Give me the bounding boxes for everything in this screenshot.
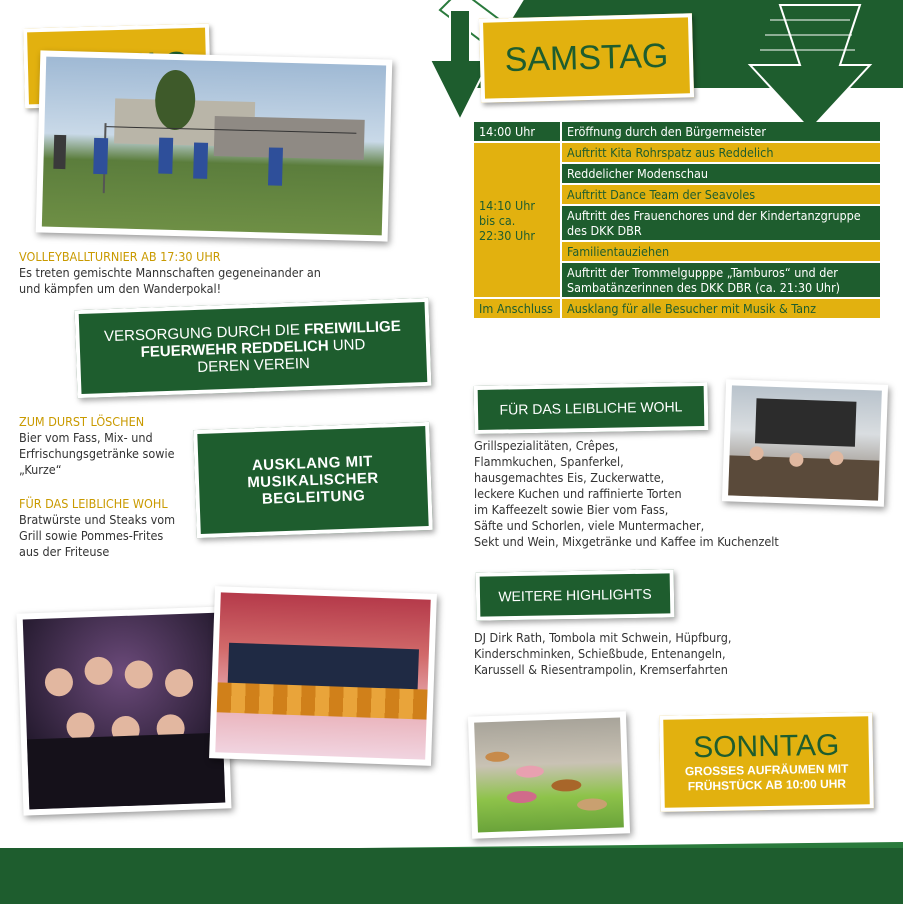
sunday-line: GROSSES AUFRÄUMEN MIT	[684, 761, 849, 779]
thirst-heading: ZUM DURST LÖSCHEN	[19, 414, 145, 429]
schedule-time: Im Anschluss	[474, 299, 560, 318]
schedule-event: Ausklang für alle Besucher mit Musik & Tanz	[562, 299, 880, 318]
saturday-food-line: Flammkuchen, Spanferkel,	[474, 454, 624, 469]
saturday-food-line: Säfte und Schorlen, viele Muntermacher,	[474, 518, 705, 533]
cake-table-photo	[468, 711, 630, 838]
bottom-green-band	[0, 848, 903, 904]
saturday-food-line: im Kaffeezelt sowie Bier vom Fass,	[474, 502, 669, 517]
friday-food-line: Bratwürste und Steaks vom	[19, 512, 176, 527]
friday-food-line: Grill sowie Pommes-Frites	[19, 528, 164, 543]
saturday-food-line: Grillspezialitäten, Crêpes,	[474, 438, 619, 453]
supply-text: UND	[328, 335, 366, 354]
saturday-food-heading: FÜR DAS LEIBLICHE WOHL	[499, 398, 683, 418]
music-line: AUSKLANG MIT	[251, 452, 374, 474]
highlights-info	[474, 630, 804, 678]
highlights-line: Kinderschminken, Schießbude, Entenangeln,	[474, 646, 726, 661]
schedule-event: Auftritt Kita Rohrspatz aus Reddelich	[562, 143, 880, 162]
schedule-time: 14:00 Uhr	[474, 122, 560, 141]
saturday-title: SAMSTAG	[504, 36, 669, 79]
highlights-heading: WEITERE HIGHLIGHTS	[498, 585, 652, 605]
sunday-box	[659, 712, 874, 812]
sunday-title: SONNTAG	[692, 728, 840, 765]
supply-text: VERSORGUNG DURCH DIE	[103, 320, 305, 345]
dance-group-photo	[209, 586, 437, 766]
thirst-line: Erfrischungsgetränke sowie	[19, 446, 175, 461]
volleyball-photo	[36, 50, 393, 241]
thirst-line: „Kurze“	[19, 462, 62, 477]
saturday-schedule	[472, 120, 882, 320]
volleyball-text-line: und kämpfen um den Wanderpokal!	[19, 281, 222, 296]
schedule-event: Eröffnung durch den Bürgermeister	[562, 122, 880, 141]
schedule-event: Familientauziehen	[562, 242, 880, 261]
saturday-food-line: leckere Kuchen und raffinierte Torten	[474, 486, 682, 501]
sunday-line: FRÜHSTÜCK AB 10:00 UHR	[687, 776, 847, 794]
schedule-event: Reddelicher Modenschau	[562, 164, 880, 183]
schedule-row	[474, 143, 880, 162]
schedule-time-line: 14:10 Uhr	[479, 197, 535, 213]
friday-food-info	[19, 496, 199, 560]
music-box	[193, 422, 433, 538]
saturday-food-heading-box	[474, 382, 709, 434]
saturday-food-info	[474, 438, 804, 550]
schedule-time-line: bis ca.	[479, 212, 516, 228]
saturday-food-line: Sekt und Wein, Mixgetränke und Kaffee im Kuchenzelt	[474, 534, 779, 549]
friday-food-line: aus der Friteuse	[19, 544, 110, 559]
friday-food-heading: FÜR DAS LEIBLICHE WOHL	[19, 496, 168, 511]
schedule-row	[474, 122, 880, 141]
saturday-title-tag	[479, 13, 694, 103]
schedule-time	[474, 143, 560, 297]
schedule-event: Auftritt der Trommelgupppe „Tamburos“ und der Sambatänzerinnen des DKK DBR (ca. 21:30 Uhr)	[562, 263, 880, 297]
highlights-line: DJ Dirk Rath, Tombola mit Schwein, Hüpfburg,	[474, 630, 732, 645]
schedule-row	[474, 299, 880, 318]
volleyball-heading: VOLLEYBALLTURNIER AB 17:30 UHR	[19, 249, 221, 264]
thirst-line: Bier vom Fass, Mix- und	[19, 430, 153, 445]
supply-text: DEREN VEREIN	[197, 354, 311, 376]
volleyball-text-line: Es treten gemischte Mannschaften gegeneinander an	[19, 265, 321, 280]
schedule-event: Auftritt des Frauenchores und der Kindertanzgruppe des DKK DBR	[562, 206, 880, 240]
music-line: MUSIKALISCHER	[246, 469, 380, 491]
schedule-event: Auftritt Dance Team der Seavoles	[562, 185, 880, 204]
highlights-heading-box	[476, 569, 675, 620]
schedule-time-line: 22:30 Uhr	[479, 227, 535, 243]
supply-bold: FREIWILLIGE	[303, 317, 401, 338]
saturday-food-line: hausgemachtes Eis, Zuckerwatte,	[474, 470, 665, 485]
choir-photo	[17, 606, 232, 815]
highlights-line: Karussell & Riesentrampolin, Kremserfahrten	[474, 662, 728, 677]
thirst-info	[19, 414, 199, 478]
volleyball-info	[19, 249, 349, 297]
music-line: BEGLEITUNG	[261, 486, 366, 508]
supply-bold: FEUERWEHR REDDELICH	[140, 336, 329, 361]
supply-box	[75, 298, 432, 398]
